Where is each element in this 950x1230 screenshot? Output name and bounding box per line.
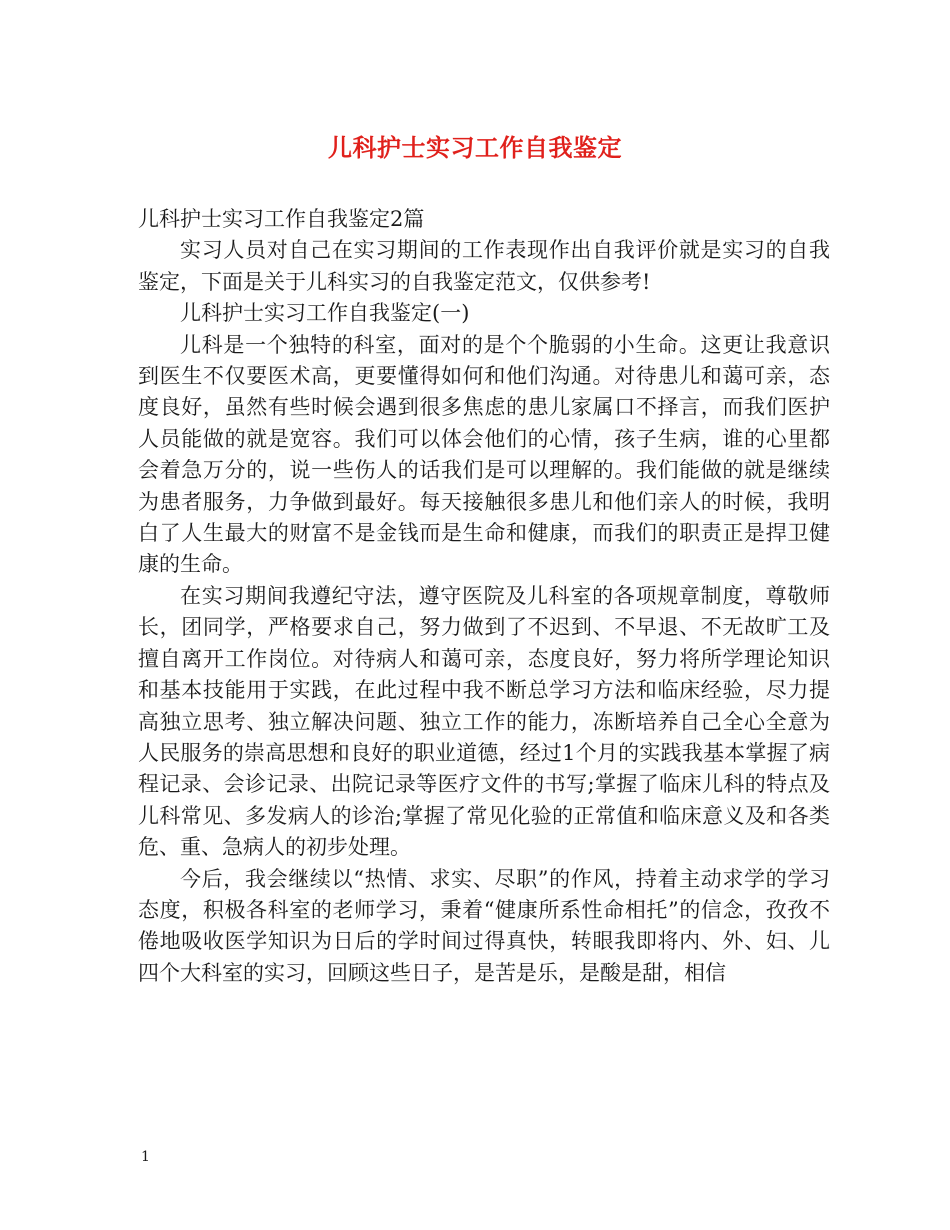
- document-body: [138, 204, 830, 989]
- section-heading: 儿科护士实习工作自我鉴定(一): [180, 301, 470, 326]
- document-title: 儿科护士实习工作自我鉴定: [328, 133, 622, 162]
- document-subtitle: 儿科护士实习工作自我鉴定2篇: [138, 207, 425, 231]
- page-number: 1: [141, 1149, 150, 1165]
- body-paragraph: 儿科是一个独特的科室，面对的是个个脆弱的小生命。这更让我意识到医生不仅要医术高，更要懂得如何和他们沟通。对待患儿和蔼可亲，态度良好，虽然有些时候会遇到很多焦虑的患儿家属口不择言，而我们医护人员能做的就是宽容。我们可以体会他们的心情，孩子生病，谁的心里都会着急万分的，说一些伤人的话我们是可以理解的。我们能做的就是继续为患者服务，力争做到最好。每天接触很多患儿和他们亲人的时候，我明白了人生最大的财富不是金钱而是生命和健康，而我们的职责正是捍卫健康的生命。: [138, 332, 830, 577]
- body-paragraph: 在实习期间我遵纪守法，遵守医院及儿科室的各项规章制度，尊敬师长，团同学，严格要求自己，努力做到了不迟到、不早退、不无故旷工及擅自离开工作岗位。对待病人和蔼可亲，态度良好，努力将所学理论知识和基本技能用于实践，在此过程中我不断总学习方法和临床经验，尽力提高独立思考、独立解决问题、独立工作的能力，冻断培养自己全心全意为人民服务的崇高思想和良好的职业道德，经过1个月的实践我基本掌握了病程记录、会诊记录、出院记录等医疗文件的书写;掌握了临床儿科的特点及儿科常见、多发病人的诊治;掌握了常见化验的正常值和临床意义及和各类危、重、急病人的初步处理。: [138, 583, 830, 860]
- intro-paragraph: 实习人员对自己在实习期间的工作表现作出自我评价就是实习的自我鉴定，下面是关于儿科实习的自我鉴定范文，仅供参考!: [138, 238, 830, 294]
- body-paragraph: 今后，我会继续以“热情、求实、尽职”的作风，持着主动求学的学习态度，积极各科室的老师学习，秉着“健康所系性命相托”的信念，孜孜不倦地吸收医学知识为日后的学时间过得真快，转眼我即将内、外、妇、儿四个大科室的实习，回顾这些日子，是苦是乐，是酸是甜，相信: [138, 866, 830, 985]
